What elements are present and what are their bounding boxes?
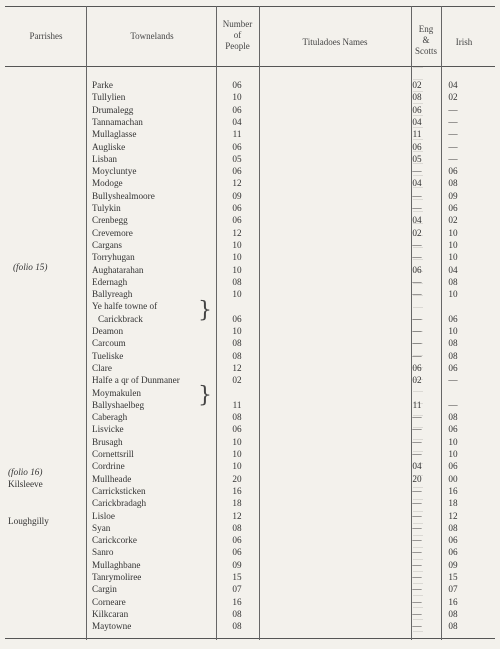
eng-scotts-count: — (412, 289, 422, 299)
header-eng-scotts (410, 24, 442, 57)
eng-scotts-count: 11 (412, 129, 422, 139)
eng-scotts-count: 02 (412, 80, 422, 90)
irish-count: 10 (448, 289, 458, 299)
eng-scotts-count: — (412, 535, 422, 545)
irish-count: 07 (448, 584, 458, 594)
irish-count: — (448, 117, 458, 127)
eng-scotts-count: 06 (412, 105, 422, 115)
townland-name: Syan (92, 523, 111, 533)
irish-count: — (448, 129, 458, 139)
people-count: 10 (232, 449, 242, 459)
people-count: 16 (232, 486, 242, 496)
eng-scotts-count: — (412, 621, 422, 631)
irish-count: 10 (448, 252, 458, 262)
eng-scotts-count: 06 (412, 142, 422, 152)
irish-count: 09 (448, 191, 458, 201)
townland-name: Ye halfe towne of (92, 301, 158, 311)
eng-scotts-count: — (412, 240, 422, 250)
people-count: 12 (232, 363, 242, 373)
irish-count: — (448, 154, 458, 164)
people-count: 08 (232, 277, 242, 287)
townland-name: Carricksticken (92, 486, 146, 496)
townland-name: Modoge (92, 178, 123, 188)
townland-name: Brusagh (92, 437, 123, 447)
eng-scotts-count: 08 (412, 92, 422, 102)
irish-count: 04 (448, 80, 458, 90)
people-count: 10 (232, 240, 242, 250)
eng-scotts-count: 02 (412, 375, 422, 385)
irish-count: 06 (448, 203, 458, 213)
people-count: 07 (232, 584, 242, 594)
irish-count: 10 (448, 326, 458, 336)
people-count: 10 (232, 265, 242, 275)
people-count: 06 (232, 105, 242, 115)
townland-name: Corneare (92, 597, 126, 607)
people-count: 08 (232, 351, 242, 361)
people-count: 04 (232, 117, 242, 127)
eng-scotts-count: — (412, 609, 422, 619)
people-count: 06 (232, 424, 242, 434)
eng-scotts-count: — (412, 498, 422, 508)
eng-scotts-count: — (412, 191, 422, 201)
people-count: 15 (232, 572, 242, 582)
eng-scotts-count: 04 (412, 461, 422, 471)
people-count: 11 (232, 400, 242, 410)
people-count: 18 (232, 498, 242, 508)
townland-name: Carickbrack (98, 314, 143, 324)
irish-count: 08 (448, 621, 458, 631)
eng-scotts-count: 20 (412, 474, 422, 484)
people-count: 12 (232, 511, 242, 521)
irish-count: 08 (448, 338, 458, 348)
townland-name: Tannamachan (92, 117, 143, 127)
irish-count: — (448, 142, 458, 152)
people-count: 16 (232, 597, 242, 607)
top-rule (5, 6, 495, 7)
irish-count: 15 (448, 572, 458, 582)
people-count: 02 (232, 375, 242, 385)
townland-name: Kilkcaran (92, 609, 129, 619)
eng-scotts-count: — (412, 584, 422, 594)
townland-name: Carickbradagh (92, 498, 147, 508)
people-count: 12 (232, 178, 242, 188)
eng-scotts-count: — (412, 547, 422, 557)
eng-scotts-count: — (412, 486, 422, 496)
irish-count: 08 (448, 412, 458, 422)
eng-scotts-count: — (412, 252, 422, 262)
eng-scotts-count: 05 (412, 154, 422, 164)
irish-count: 16 (448, 597, 458, 607)
townland-name: Sanro (92, 547, 114, 557)
irish-count: 18 (448, 498, 458, 508)
people-count: 06 (232, 314, 242, 324)
people-count: 08 (232, 523, 242, 533)
header-scotts-line: Scotts (414, 46, 437, 56)
irish-count: 08 (448, 351, 458, 361)
column-divider (259, 6, 260, 640)
townland-name: Halfe a qr of Dunmaner (92, 375, 180, 385)
townland-name: Mullaghbane (92, 560, 141, 570)
header-tituladoes-names: Tituladoes Names (302, 37, 368, 47)
people-count: 10 (232, 92, 242, 102)
header-ampersand-line: & (422, 35, 430, 45)
eng-scotts-count: — (412, 412, 422, 422)
irish-count: 06 (448, 166, 458, 176)
irish-count: 08 (448, 277, 458, 287)
eng-scotts-count: — (412, 166, 422, 176)
people-count: 08 (232, 412, 242, 422)
eng-scotts-count: — (412, 351, 422, 361)
irish-count: 00 (448, 474, 458, 484)
irish-count: 02 (448, 215, 458, 225)
irish-count: 06 (448, 363, 458, 373)
parish-loughgilly: Loughgilly (8, 516, 49, 526)
townland-name: Bullyshealmoore (92, 191, 155, 201)
townland-name: Tulykin (92, 203, 121, 213)
header-townelands: Townelands (130, 31, 174, 41)
people-count: 06 (232, 547, 242, 557)
people-count: 06 (232, 535, 242, 545)
townland-name: Aughatarahan (92, 265, 144, 275)
people-count: 11 (232, 129, 242, 139)
townland-name: Drumalegg (92, 105, 134, 115)
townland-name: Crenbegg (92, 215, 128, 225)
townland-name: Edernagh (92, 277, 128, 287)
townland-name: Mullheade (92, 474, 132, 484)
people-count: 20 (232, 474, 242, 484)
people-count: 10 (232, 252, 242, 262)
eng-scotts-count: — (412, 338, 422, 348)
people-count: 08 (232, 338, 242, 348)
header-eng-line: Eng (418, 24, 434, 34)
eng-scotts-count: — (412, 424, 422, 434)
header-parishes: Parrishes (29, 31, 63, 41)
eng-scotts-count: — (412, 597, 422, 607)
irish-count: — (448, 375, 458, 385)
eng-scotts-count: 04 (412, 178, 422, 188)
townland-name: Parke (92, 80, 113, 90)
people-count: 10 (232, 326, 242, 336)
people-count: 10 (232, 437, 242, 447)
eng-scotts-count: 02 (412, 228, 422, 238)
townland-name: Moymakulen (92, 388, 141, 398)
eng-scotts-count: 06 (412, 265, 422, 275)
townland-name: Cargin (92, 584, 117, 594)
irish-count: 16 (448, 486, 458, 496)
townland-name: Tullylien (92, 92, 126, 102)
irish-count: 10 (448, 240, 458, 250)
townland-name: Ballyreagh (92, 289, 133, 299)
townland-name: Carcoum (92, 338, 126, 348)
folio-16-note: (folio 16) (8, 467, 43, 477)
irish-count: 02 (448, 92, 458, 102)
people-count: 10 (232, 461, 242, 471)
people-count: 06 (232, 166, 242, 176)
folio-15-note: (folio 15) (13, 262, 48, 272)
header-irish: Irish (455, 37, 473, 47)
eng-scotts-count: 04 (412, 215, 422, 225)
irish-count: — (448, 400, 458, 410)
header-of-line: of (233, 30, 242, 40)
eng-scotts-count: 11 (412, 400, 422, 410)
townland-name: Lisloe (92, 511, 115, 521)
brace-moymakulen: } (198, 383, 212, 408)
irish-count: 08 (448, 523, 458, 533)
eng-scotts-count: — (412, 511, 422, 521)
townland-name: Deamon (92, 326, 124, 336)
townland-name: Crevemore (92, 228, 133, 238)
people-count: 05 (232, 154, 242, 164)
eng-scotts-count: — (412, 326, 422, 336)
townland-name: Ballyshaelbeg (92, 400, 145, 410)
people-count: 06 (232, 203, 242, 213)
people-count: 09 (232, 191, 242, 201)
townland-name: Torryhugan (92, 252, 135, 262)
irish-count: 10 (448, 437, 458, 447)
eng-scotts-count: — (412, 560, 422, 570)
townland-name: Tueliske (92, 351, 124, 361)
eng-scotts-count: — (412, 449, 422, 459)
eng-scotts-count: 06 (412, 363, 422, 373)
townland-name: Caberagh (92, 412, 128, 422)
brace-carickbrack: } (198, 298, 212, 323)
townland-name: Lisvicke (92, 424, 124, 434)
irish-count: 06 (448, 314, 458, 324)
people-count: 06 (232, 80, 242, 90)
header-people-line: People (225, 41, 250, 51)
header-number-line: Number (222, 19, 253, 29)
people-count: 12 (232, 228, 242, 238)
irish-count: — (448, 105, 458, 115)
column-divider (86, 6, 87, 640)
eng-scotts-count: 04 (412, 117, 422, 127)
people-count: 09 (232, 560, 242, 570)
townland-name: Mullaglasse (92, 129, 137, 139)
townland-name: Carickcorke (92, 535, 137, 545)
header-number-of-people (216, 19, 259, 52)
townland-name: Moycluntye (92, 166, 137, 176)
townland-name: Maytowne (92, 621, 132, 631)
irish-count: 06 (448, 535, 458, 545)
irish-count: 10 (448, 449, 458, 459)
eng-scotts-count: — (412, 203, 422, 213)
irish-count: 09 (448, 560, 458, 570)
people-count: 06 (232, 215, 242, 225)
people-count: 08 (232, 609, 242, 619)
eng-scotts-count: — (412, 437, 422, 447)
irish-count: 06 (448, 461, 458, 471)
townland-name: Clare (92, 363, 112, 373)
irish-count: 08 (448, 178, 458, 188)
townland-name: Cornettsrill (92, 449, 134, 459)
irish-count: 04 (448, 265, 458, 275)
irish-count: 06 (448, 424, 458, 434)
townland-name: Tanrymoliree (92, 572, 142, 582)
parish-kilsleeve: Kilsleeve (8, 479, 43, 489)
irish-count: 08 (448, 609, 458, 619)
people-count: 08 (232, 621, 242, 631)
people-count: 10 (232, 289, 242, 299)
townland-name: Lisban (92, 154, 118, 164)
townland-name: Augliske (92, 142, 126, 152)
irish-count: 10 (448, 228, 458, 238)
townland-name: Cordrine (92, 461, 125, 471)
bottom-rule (5, 638, 495, 639)
eng-scotts-count: — (412, 277, 422, 287)
irish-count: 12 (448, 511, 458, 521)
irish-count: 06 (448, 547, 458, 557)
eng-scotts-count: — (412, 523, 422, 533)
townland-name: Cargans (92, 240, 122, 250)
eng-scotts-count: — (412, 572, 422, 582)
eng-scotts-count: — (412, 314, 422, 324)
people-count: 06 (232, 142, 242, 152)
